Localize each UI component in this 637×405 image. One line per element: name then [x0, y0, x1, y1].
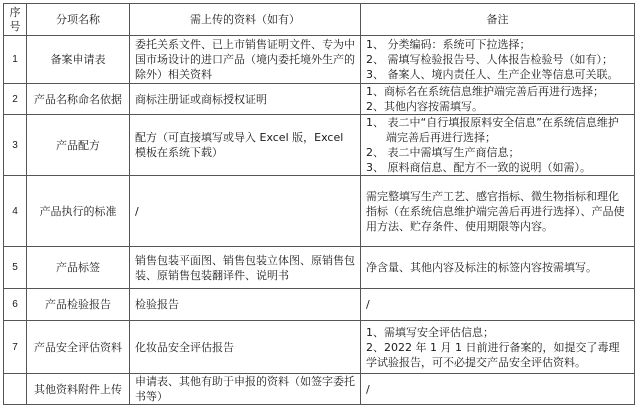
row-no: 5 — [4, 247, 27, 289]
row-name: 产品检验报告 — [27, 289, 130, 321]
note-line: 2、 表二中需填写生产商信息； — [366, 146, 520, 159]
note-line: 需完整填写生产工艺、感官指标、微生物指标和理化指标（在系统信息维护端完善后再进行选择）、产品使用方法、贮存条件、使用期限等内容。 — [366, 189, 625, 233]
note-line: 1、商标名在系统信息维护端完善后再进行选择； — [366, 85, 604, 98]
row-required: 商标注册证或商标授权证明 — [130, 84, 361, 115]
row-required: 申请表、其他有助于申报的资料（如签字委托书等） — [130, 374, 361, 405]
row-required: 检验报告 — [130, 289, 361, 321]
table-row — [4, 84, 635, 115]
row-note — [361, 247, 635, 289]
row-name: 产品配方 — [27, 115, 130, 176]
row-name: 产品标签 — [27, 247, 130, 289]
row-name: 其他资料附件上传 — [27, 374, 130, 405]
row-name: 备案申请表 — [27, 36, 130, 84]
row-name: 产品名称命名依据 — [27, 84, 130, 115]
note-line: / — [366, 298, 370, 311]
table-row — [4, 289, 635, 321]
table-row — [4, 115, 635, 176]
note-line: 1、 表二中“自行填报原料安全信息”在系统信息维护端完善后再进行选择； — [366, 116, 619, 144]
header-no: 序号 — [4, 4, 27, 36]
row-required: 销售包装平面图、销售包装立体图、原销售包装、原销售包装翻译件、说明书 — [130, 247, 361, 289]
note-line: 2、其他内容按需填写。 — [366, 100, 483, 113]
table-row — [4, 176, 635, 247]
note-line: 3、 原料商信息、配方不一致的说明（如需）。 — [366, 161, 591, 174]
note-line: 2、2022 年 1 月 1 日前进行备案的，如提交了毒理学试验报告，可不必提交产品安全评估资料。 — [366, 340, 620, 369]
note-line: 净含量、其他内容及标注的标签内容按需填写。 — [366, 261, 597, 274]
row-required: / — [130, 176, 361, 247]
row-no: 4 — [4, 176, 27, 247]
note-line: / — [366, 382, 370, 396]
row-required: 委托关系文件、已上市销售证明文件、专为中国市场设计的进口产品（境内委托境外生产的除外）相关资料 — [130, 36, 361, 84]
row-no: 1 — [4, 36, 27, 84]
table-row — [4, 36, 635, 84]
row-no: 7 — [4, 321, 27, 374]
table-row — [4, 321, 635, 374]
row-note — [361, 84, 635, 115]
row-no: 2 — [4, 84, 27, 115]
header-required: 需上传的资料（如有） — [130, 4, 361, 36]
row-note — [361, 115, 635, 176]
row-note — [361, 176, 635, 247]
header-name: 分项名称 — [27, 4, 130, 36]
row-name: 产品安全评估资料 — [27, 321, 130, 374]
row-name: 产品执行的标准 — [27, 176, 130, 247]
row-no: 6 — [4, 289, 27, 321]
row-required: 化妆品安全评估报告 — [130, 321, 361, 374]
header-note: 备注 — [361, 4, 635, 36]
note-line: 3、 备案人、境内责任人、生产企业等信息可关联。 — [366, 68, 619, 81]
table-row — [4, 247, 635, 289]
materials-table — [3, 3, 635, 405]
row-required: 配方（可直接填写或导入 Excel 版，Excel 模板在系统下载） — [130, 115, 361, 176]
table-header-row — [4, 4, 635, 36]
row-note — [361, 289, 635, 321]
row-no: 3 — [4, 115, 27, 176]
note-line: 1、需填写安全评估信息； — [366, 325, 494, 339]
note-line: 1、 分类编码：系统可下拉选择； — [366, 38, 531, 51]
row-note — [361, 321, 635, 374]
row-note — [361, 36, 635, 84]
note-line: 2、 需填写检验报告号、人体报告检验号（如有）； — [366, 53, 613, 66]
